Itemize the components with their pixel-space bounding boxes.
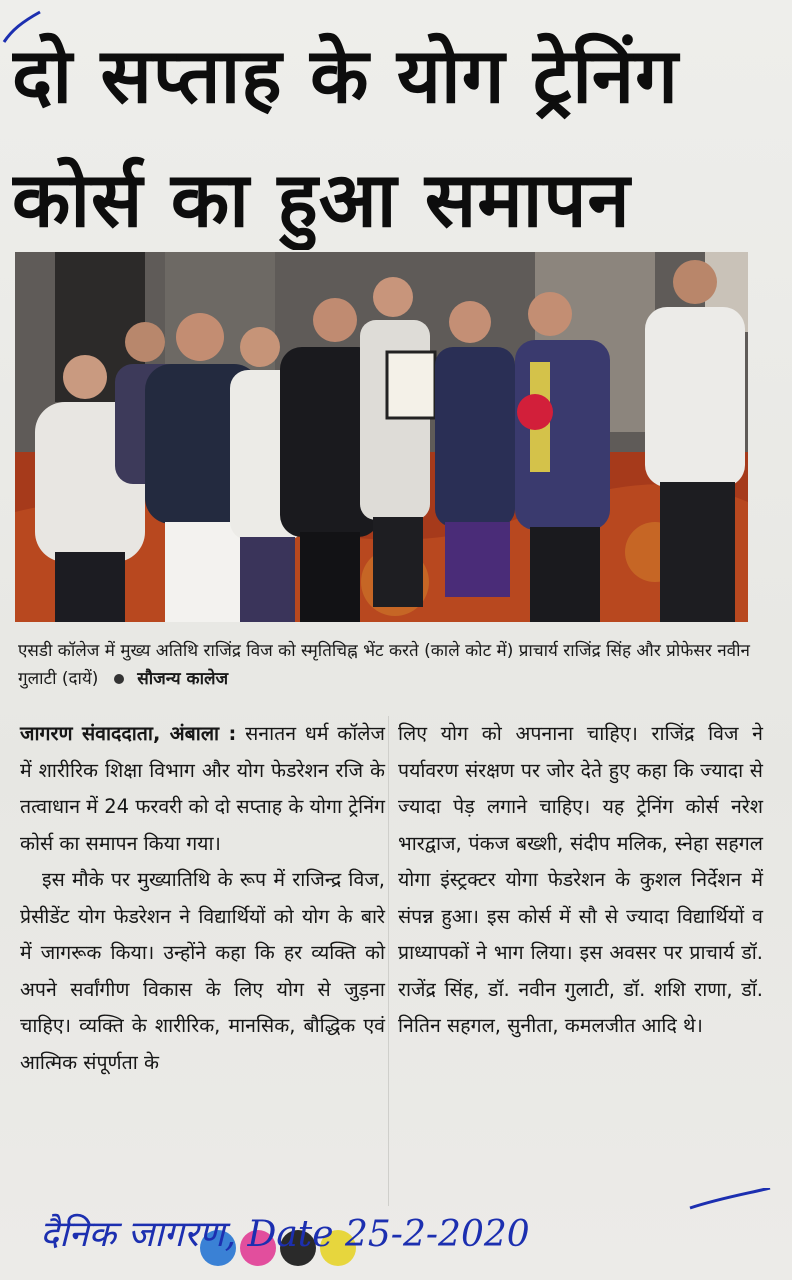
column-divider (388, 716, 389, 1206)
headline-line-1: दो सप्ताह के योग ट्रेनिंग (12, 31, 679, 120)
caption-text: एसडी कॉलेज में मुख्य अतिथि राजिंद्र विज को स्मृतिचिह्न भेंट करते (काले कोट में) प्राचार्य राजिंद्र सिंह और प्रोफेसर नवीन गुलाटी (दायें) (18, 641, 750, 689)
article-column-left (20, 716, 385, 1081)
paragraph-3: लिए योग को अपनाना चाहिए। राजिंद्र विज ने पर्यावरण संरक्षण पर जोर देते हुए कहा कि ज्यादा से ज्यादा पेड़ लगाने चाहिए। यह ट्रेनिंग कोर्स नरेश भारद्वाज, पंकज बख्शी, संदीप मलिक, स्नेहा सहगल योगा इंस्ट्रक्टर योगा फेडरेशन के कुशल निर्देशन में संपन्न हुआ। इस कोर्स में सौ से ज्यादा विद्यार्थियों व प्राध्यापकों ने भाग लिया। इस अवसर पर प्राचार्य डॉ. राजेंद्र सिंह, डॉ. नवीन गुलाटी, डॉ. शशि राणा, डॉ. नितिन सहगल, सुनीता, कमलजीत आदि थे। (398, 722, 763, 1037)
handwritten-source-date: दैनिक जागरण, Date 25-2-2020 (40, 1214, 530, 1255)
article-column-right (398, 716, 763, 1045)
paragraph-2: इस मौके पर मुख्यातिथि के रूप में राजिन्द्र विज, प्रेसीडेंट योग फेडरेशन ने विद्यार्थियों को योग के बारे में जागरूक किया। उन्होंने कहा कि हर व्यक्ति को अपने सर्वांगीण विकास के लिए योग से जुड़ना चाहिए। व्यक्ति के शारीरिक, मानसिक, बौद्धिक एवं आत्मिक संपूर्णता के (20, 868, 385, 1074)
paragraph-1-text: सनातन धर्म कॉलेज में शारीरिक शिक्षा विभाग और योग फेडरेशन रजि के तत्वाधान में 24 फरवरी को दो सप्ताह के योगा ट्रेनिंग कोर्स का समापन किया गया। (20, 722, 385, 855)
courtesy-bullet-icon (114, 674, 124, 684)
caption-courtesy: सौजन्य कालेज (137, 669, 229, 689)
group-photo-icon (15, 252, 748, 622)
headline-line-2: कोर्स का हुआ समापन (12, 155, 631, 244)
dateline: जागरण संवाददाता, अंबाला : (20, 722, 237, 745)
photo-caption (18, 637, 778, 693)
paragraph-1 (20, 716, 385, 862)
news-photo (15, 252, 748, 622)
